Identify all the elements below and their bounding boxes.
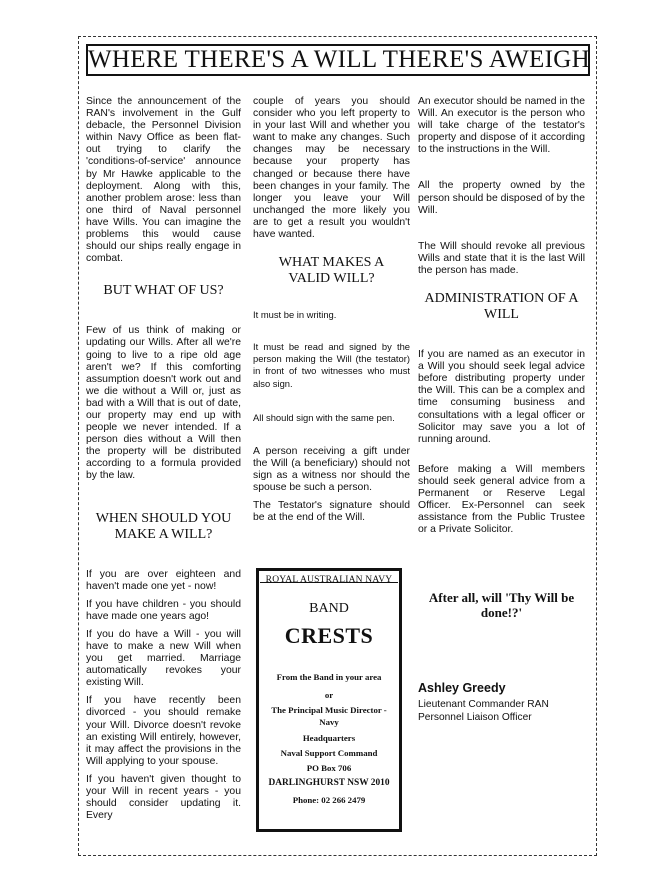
column-2 (253, 96, 410, 530)
ad-text: or (324, 690, 334, 700)
paragraph: If you do have a Will - you will have to make a new Will when you get married. Marriage automatically revokes your existing Will. (86, 628, 241, 689)
ad-navy-line: ROYAL AUSTRALIAN NAVY (265, 575, 393, 585)
author-role: Personnel Liaison Officer (418, 712, 532, 723)
paragraph: couple of years you should consider who you left property to in your last Will and whether you want to make any changes. Such changes may be necessary because your property has changed or because there have been changes in your family. The longer you leave your Will unchanged the more likely you are to get a result you wouldn't have wanted. (253, 96, 410, 241)
signature-block (418, 682, 585, 724)
ad-text: Headquarters (302, 733, 356, 743)
ad-text: PO Box 706 (306, 763, 352, 773)
paragraph: If you have recently been divorced - you should remake your Will. Divorce doesn't revoke an existing Will entirely, however, it may affect the provisions in the Will applying to your spouse. (86, 695, 241, 767)
column-3 (418, 96, 585, 548)
paragraph: An executor should be named in the Will. An executor is the person who will take charge of the testator's property and dispose of it according to the instructions in the Will. (418, 96, 585, 156)
paragraph: All the property owned by the person should be disposed of by the Will. (418, 180, 585, 216)
paragraph: Few of us think of making or updating our Wills. After all we're going to live to a ripe old age aren't we? If this comforting assumption doesn't work out and we die without a Will or, just as bad with a Will that is out of date, our property may end up with people we never intended. If a person dies without a Will then the property will be distributed according to a formula provided by the law. (86, 325, 241, 482)
heading-what-of-us: BUT WHAT OF US? (103, 283, 224, 299)
author-rank: Lieutenant Commander RAN (418, 699, 549, 710)
intro-paragraph: Since the announcement of the RAN's involvement in the Gulf debacle, the Personnel Division within Navy Office as been flat-out trying to clarify the 'conditions-of-service' announce by Mr Hawke applicable to the deployment. Along with this, another problem arose: less than one third of Naval personnel have Wills. You can imagine the problems this would cause should our ships really engage in combat. (86, 96, 241, 265)
paragraph: All should sign with the same pen. (253, 411, 395, 423)
article-title: WHERE THERE'S A WILL THERE'S AWEIGH (86, 44, 590, 76)
heading-valid-will: WHAT MAKES A VALID WILL? (278, 255, 385, 287)
ad-band-line: BAND (309, 601, 349, 616)
paragraph: It must be in writing. (253, 309, 337, 321)
ad-text: From the Band in your area (276, 672, 382, 682)
band-crests-ad (256, 568, 402, 832)
ad-text: Naval Support Command (280, 748, 378, 758)
author-name: Ashley Greedy (418, 681, 506, 695)
heading-administration: ADMINISTRATION OF A WILL (424, 291, 579, 323)
ad-text: The Principal Music Director - Navy (271, 705, 387, 727)
paragraph: It must be read and signed by the person making the Will (the testator) in front of two witnesses who must also sign. (253, 341, 410, 389)
paragraph: The Testator's signature should be at the end of the Will. (253, 500, 410, 524)
ad-crests-line: CRESTS (284, 623, 374, 648)
paragraph: A person receiving a gift under the Will (a beneficiary) should not sign as a witness nor should the spouse be such a person. (253, 445, 410, 493)
heading-when-make-will: WHEN SHOULD YOU MAKE A WILL? (95, 510, 232, 542)
paragraph: If you haven't given thought to your Will in recent years - you should consider updating it. Every (86, 773, 241, 822)
paragraph: If you are named as an executor in a Will you should seek legal advice before distributing property under the Will. This can be a complex and time consuming business and consultations with a legal officer or Solicitor may save you a lot of running around. (418, 349, 585, 445)
closing-quote: After all, will 'Thy Will be done!?' (428, 590, 575, 620)
ad-phone: Phone: 02 266 2479 (292, 795, 366, 805)
paragraph: If you have children - you should have made one years ago! (86, 598, 241, 622)
paragraph: If you are over eighteen and haven't made one yet - now! (86, 568, 241, 592)
paragraph: The Will should revoke all previous Wills and state that it is the last Will the person has made. (418, 240, 585, 276)
ad-address: DARLINGHURST NSW 2010 (268, 778, 390, 788)
paragraph: Before making a Will members should seek general advice from a Permanent or Reserve Legal Officer. Ex-Personnel can seek assistance from the Public Trustee or a Private Solicitor. (418, 463, 585, 536)
column-1 (86, 96, 241, 828)
